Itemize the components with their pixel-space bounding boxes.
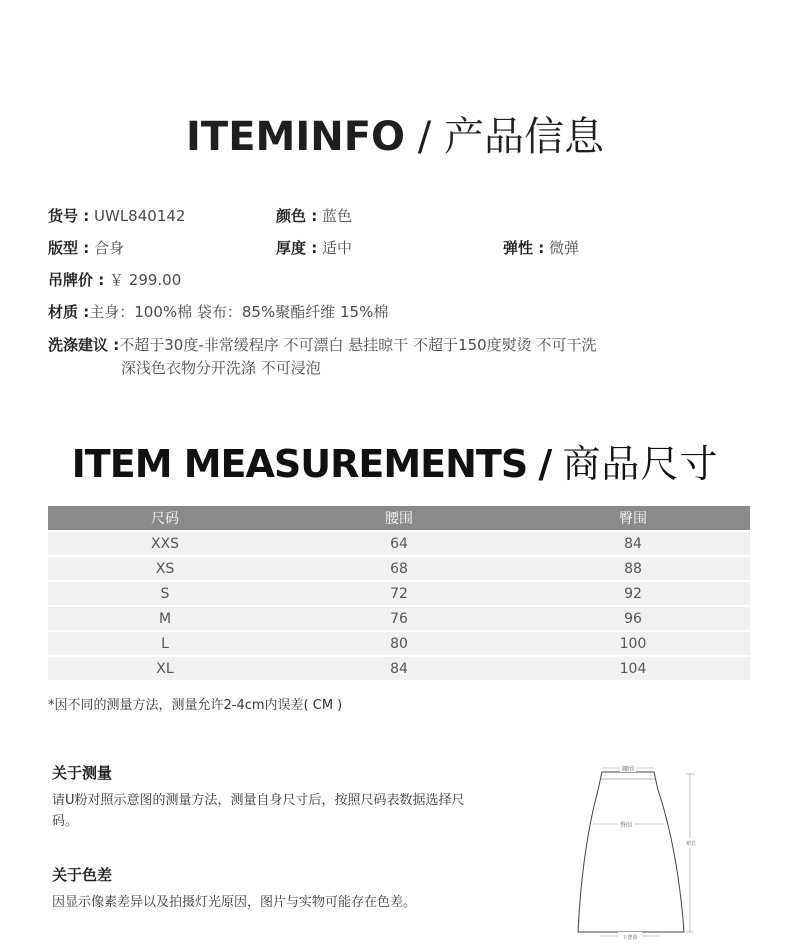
elasticity-label: 弹性 : (503, 239, 545, 257)
measurements-title-sep: / (538, 442, 552, 486)
skirt-diagram (560, 760, 710, 940)
product-info-title-cn: 产品信息 (443, 114, 604, 160)
material-label: 材质 : (48, 303, 90, 321)
about-color-title: 关于色差 (52, 866, 113, 884)
measurement-note: *因不同的测量方法，测量允许2-4cm内误差( CM ) (48, 698, 343, 713)
product-info-title-sep: / (417, 114, 432, 160)
washing-field (48, 335, 596, 355)
cell-size: S (48, 580, 282, 605)
cell-hip: 92 (516, 580, 750, 605)
washing-line2: 深浅色衣物分开洗涤 不可浸泡 (121, 359, 321, 377)
material-value: 主身：100%棉 袋布：85%聚酯纤维 15%棉 (89, 303, 389, 321)
fit-label: 版型 : (48, 239, 90, 257)
cell-size: XS (48, 555, 282, 580)
thickness-label: 厚度 : (276, 239, 318, 257)
table-row (48, 580, 750, 605)
material-field (48, 302, 388, 322)
product-info-title-en: ITEMINFO (186, 114, 406, 160)
table-row (48, 605, 750, 630)
sku-label: 货号 : (48, 207, 90, 225)
thickness-field (276, 238, 352, 258)
sku-value: UWL840142 (94, 207, 186, 225)
cell-hip: 84 (516, 530, 750, 555)
cell-waist: 76 (282, 605, 516, 630)
cell-hip: 96 (516, 605, 750, 630)
header-waist: 腰围 (282, 506, 516, 530)
size-table-header (48, 506, 750, 530)
table-row (48, 555, 750, 580)
washing-label: 洗涤建议 : (48, 336, 120, 354)
about-measure-text: 请U粉对照示意图的测量方法，测量自身尺寸后，按照尺码表数据选择尺码。 (52, 793, 465, 829)
about-color-text: 因显示像素差异以及拍摄灯光原因，图片与实物可能存在色差。 (52, 895, 417, 910)
thickness-value: 适中 (322, 239, 353, 257)
diagram-hip-label: 臀围 (619, 822, 633, 829)
cell-waist: 68 (282, 555, 516, 580)
cell-size: XL (48, 655, 282, 680)
product-info-title (0, 105, 790, 162)
diagram-length-label: 裙长 (685, 841, 697, 847)
cell-waist: 72 (282, 580, 516, 605)
cell-size: M (48, 605, 282, 630)
price-field (48, 270, 181, 290)
cell-waist: 80 (282, 630, 516, 655)
elasticity-value: 微弹 (549, 239, 580, 257)
cell-waist: 84 (282, 655, 516, 680)
color-field (276, 206, 352, 226)
measurements-title-cn: 商品尺寸 (562, 442, 719, 486)
cell-hip: 100 (516, 630, 750, 655)
price-value: ￥ 299.00 (109, 271, 182, 289)
skirt-outline-icon (578, 772, 684, 932)
cell-hip: 88 (516, 555, 750, 580)
sku-field (48, 206, 185, 226)
elasticity-field (503, 238, 579, 258)
header-hip: 臀围 (516, 506, 750, 530)
table-row (48, 530, 750, 555)
measurements-title (0, 433, 790, 488)
diagram-waist-label: 腰围 (621, 766, 635, 773)
header-size: 尺码 (48, 506, 282, 530)
color-value: 蓝色 (322, 207, 353, 225)
price-label: 吊牌价 : (48, 271, 105, 289)
table-row (48, 630, 750, 655)
table-row (48, 655, 750, 680)
about-measure-title: 关于测量 (52, 764, 113, 782)
cell-size: XXS (48, 530, 282, 555)
cell-hip: 104 (516, 655, 750, 680)
cell-waist: 64 (282, 530, 516, 555)
cell-size: L (48, 630, 282, 655)
fit-value: 合身 (94, 239, 125, 257)
color-label: 颜色 : (276, 207, 318, 225)
diagram-hem-label: 下摆围 (622, 935, 638, 940)
washing-line1: 不超于30度-非常缓程序 不可漂白 悬挂晾干 不超于150度熨烫 不可干洗 (119, 336, 597, 354)
fit-field (48, 238, 124, 258)
measurements-title-en: ITEM MEASUREMENTS (71, 442, 528, 486)
size-table (48, 506, 750, 680)
